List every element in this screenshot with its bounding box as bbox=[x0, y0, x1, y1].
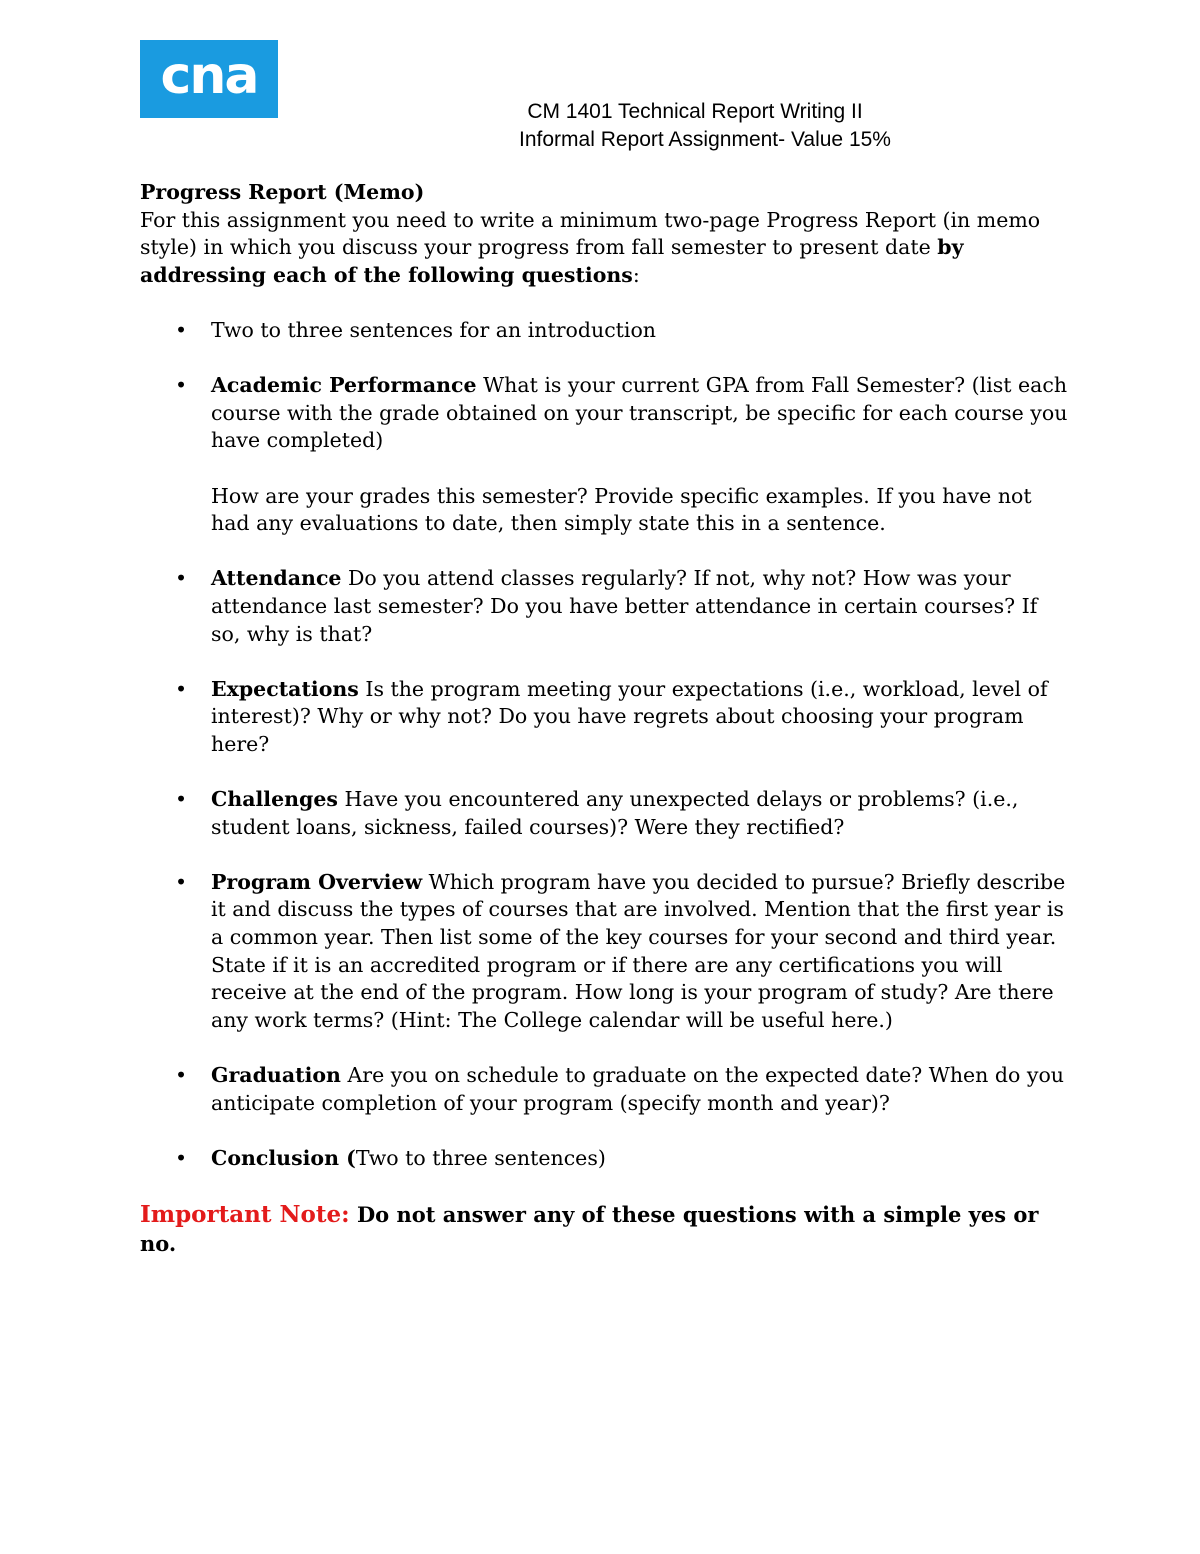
item-second-paragraph: How are your grades this semester? Provide specific examples. If you have not had any evaluations to date, then simply state this in a sentence. bbox=[211, 483, 1032, 536]
item-term: Attendance bbox=[211, 566, 342, 591]
intro-end: : bbox=[632, 262, 640, 287]
item-term: Graduation bbox=[211, 1063, 341, 1087]
item-term: Expectations bbox=[211, 676, 359, 701]
item-term: Conclusion ( bbox=[211, 1145, 356, 1170]
important-note-label: Important Note: bbox=[140, 1200, 350, 1228]
important-note bbox=[140, 1200, 1070, 1258]
item-term: Academic Performance bbox=[211, 373, 477, 398]
list-item-attendance bbox=[140, 565, 1070, 648]
intro-text: For this assignment you need to write a minimum two-page Progress Report (in memo style) in which you discuss your progress from fall semester to present date bbox=[140, 207, 1041, 260]
question-list bbox=[140, 317, 1070, 1172]
list-item-program-overview bbox=[140, 869, 1070, 1035]
assignment-title: Informal Report Assignment- Value 15% bbox=[519, 128, 891, 151]
list-item-challenges bbox=[140, 786, 1070, 841]
item-term: Challenges bbox=[211, 787, 338, 812]
item-text: What is your current GPA from Fall Semester? (list each course with the grade obtained on your transcript, be specific for each course you have completed) bbox=[211, 373, 1068, 453]
course-title-line bbox=[0, 98, 1200, 126]
list-item-academic-performance bbox=[140, 372, 1070, 538]
list-item-introduction bbox=[140, 317, 1070, 345]
intro-bold: by addressing each of the following questions bbox=[140, 235, 964, 287]
item-text: Do you attend classes regularly? If not, why not? How was your attendance last semester? Do you have better attendance in certain courses? If so, why is that? bbox=[211, 566, 1038, 646]
list-item-conclusion bbox=[140, 1145, 1070, 1173]
item-text: Is the program meeting your expectations (i.e., workload, level of interest)? Why or why not? Do you have regrets about choosing your program here? bbox=[211, 676, 1048, 756]
item-text: Are you on schedule to graduate on the expected date? When do you anticipate completion of your program (specify month and year)? bbox=[211, 1063, 1065, 1115]
item-text: Two to three sentences for an introduction bbox=[211, 317, 657, 342]
assignment-line bbox=[0, 126, 1200, 154]
item-text: Have you encountered any unexpected delays or problems? (i.e., student loans, sickness, failed courses)? Were they rectified? bbox=[211, 787, 1019, 839]
item-text: Two to three sentences) bbox=[355, 1145, 606, 1170]
document-body bbox=[140, 179, 1070, 1258]
logo-text: cna bbox=[160, 46, 258, 106]
section-title: Progress Report (Memo) bbox=[140, 180, 425, 204]
intro-paragraph bbox=[140, 207, 1070, 290]
list-item-expectations bbox=[140, 676, 1070, 759]
item-text: Which program have you decided to pursue? Briefly describe it and discuss the types of courses that are involved. Mention that the first year is a common year. Then list some of the key courses for your second and third year. State if it is an accredited program or if there are any certifications you will receive at the end of the program. How long is your program of study? Are there any work terms? (Hint: The College calendar will be useful here.) bbox=[211, 869, 1066, 1032]
important-note-text: Do not answer any of these questions with a simple yes or no. bbox=[140, 1201, 1039, 1256]
item-term: Program Overview bbox=[211, 869, 423, 894]
list-item-graduation bbox=[140, 1062, 1070, 1117]
course-title: CM 1401 Technical Report Writing II bbox=[527, 100, 863, 123]
